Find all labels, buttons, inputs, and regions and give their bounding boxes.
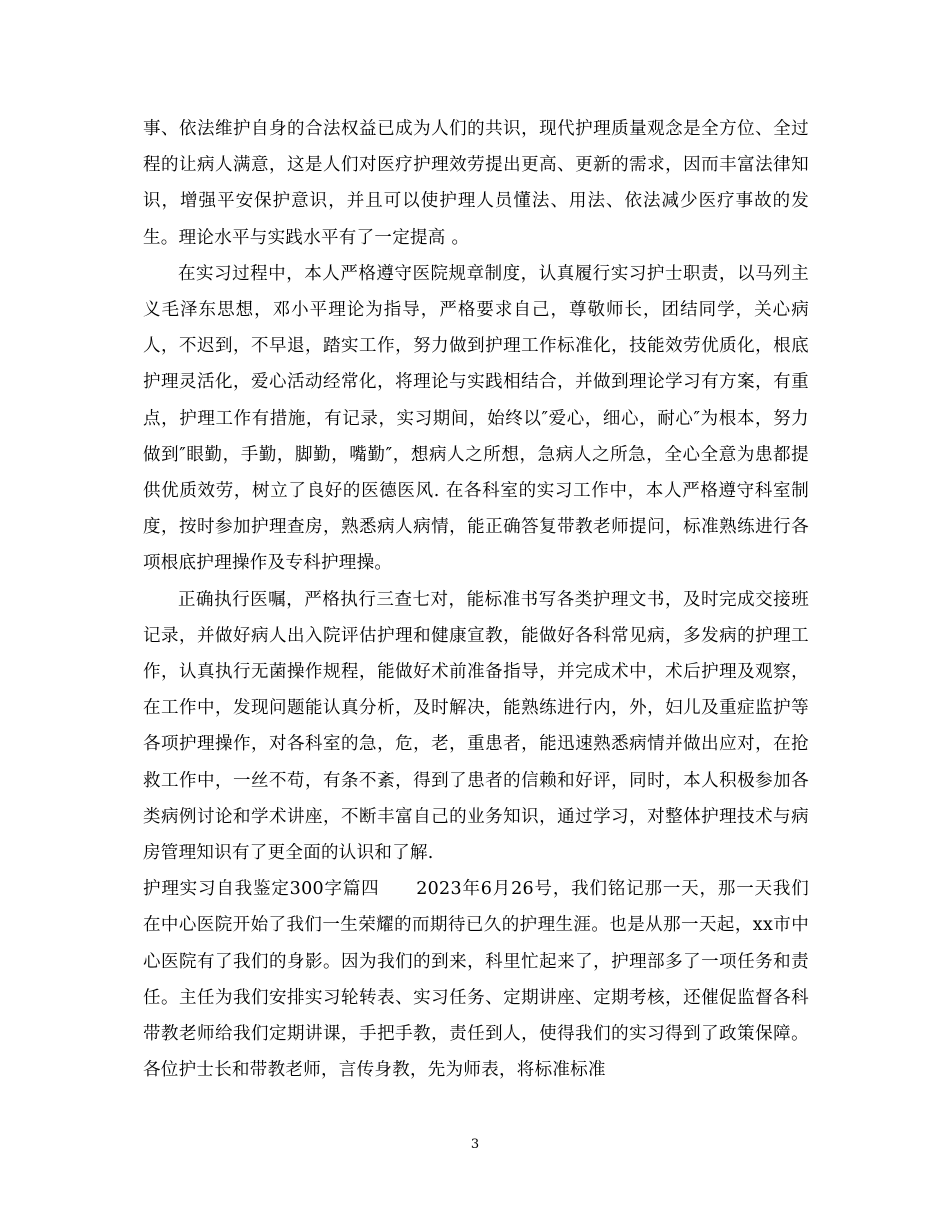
document-body bbox=[143, 111, 809, 1088]
paragraph-4: 护理实习自我鉴定300字篇四 2023年6月26号，我们铭记那一天，那一天我们在中心医院开始了我们一生荣耀的而期待已久的护理生涯。也是从那一天起，xx市中心医院有了我们的身影。因为我们的到来，科里忙起来了，护理部多了一项任务和责任。主任为我们安排实习轮转表、实习任务、定期讲座、定期考核，还催促监督各科带教老师给我们定期讲课，手把手教，责任到人，使得我们的实习得到了政策保障。各位护士长和带教老师，言传身教，先为师表，将标准标准 bbox=[143, 879, 809, 1081]
paragraph-1: 事、依法维护自身的合法权益已成为人们的共识，现代护理质量观念是全方位、全过程的让病人满意，这是人们对医疗护理效劳提出更高、更新的需求，因而丰富法律知识，增强平安保护意识，并且可以使护理人员懂法、用法、依法减少医疗事故的发生。理论水平与实践水平有了一定提高 。 bbox=[143, 119, 809, 248]
paragraph-2: 在实习过程中，本人严格遵守医院规章制度，认真履行实习护士职责，以马列主义毛泽东思想，邓小平理论为指导，严格要求自己，尊敬师长，团结同学，关心病人，不迟到，不早退，踏实工作，努力做到护理工作标准化，技能效劳优质化，根底护理灵活化，爱心活动经常化，将理论与实践相结合，并做到理论学习有方案，有重点，护理工作有措施，有记录，实习期间，始终以″爱心，细心，耐心″为根本，努力做到″眼勤，手勤，脚勤，嘴勤″，想病人之所想，急病人之所急，全心全意为患都提供优质效劳，树立了良好的医德医风. 在各科室的实习工作中，本人严格遵守科室制度，按时参加护理查房，熟悉病人病情，能正确答复带教老师提问，标准熟练进行各项根底护理操作及专科护理操。 bbox=[143, 263, 809, 574]
page-number: 3 bbox=[470, 1137, 480, 1152]
paragraph-3: 正确执行医嘱，严格执行三查七对，能标准书写各类护理文书，及时完成交接班记录，并做好病人出入院评估护理和健康宣教，能做好各科常见病，多发病的护理工作，认真执行无菌操作规程，能做好术前准备指导，并完成术中，术后护理及观察，在工作中，发现问题能认真分析，及时解决，能熟练进行内，外，妇儿及重症监护等各项护理操作，对各科室的急，危，老，重患者，能迅速熟悉病情并做出应对，在抢救工作中，一丝不苟，有条不紊，得到了患者的信赖和好评，同时，本人积极参加各类病例讨论和学术讲座，不断丰富自己的业务知识，通过学习，对整体护理技术与病房管理知识有了更全面的认识和了解. bbox=[143, 589, 809, 864]
